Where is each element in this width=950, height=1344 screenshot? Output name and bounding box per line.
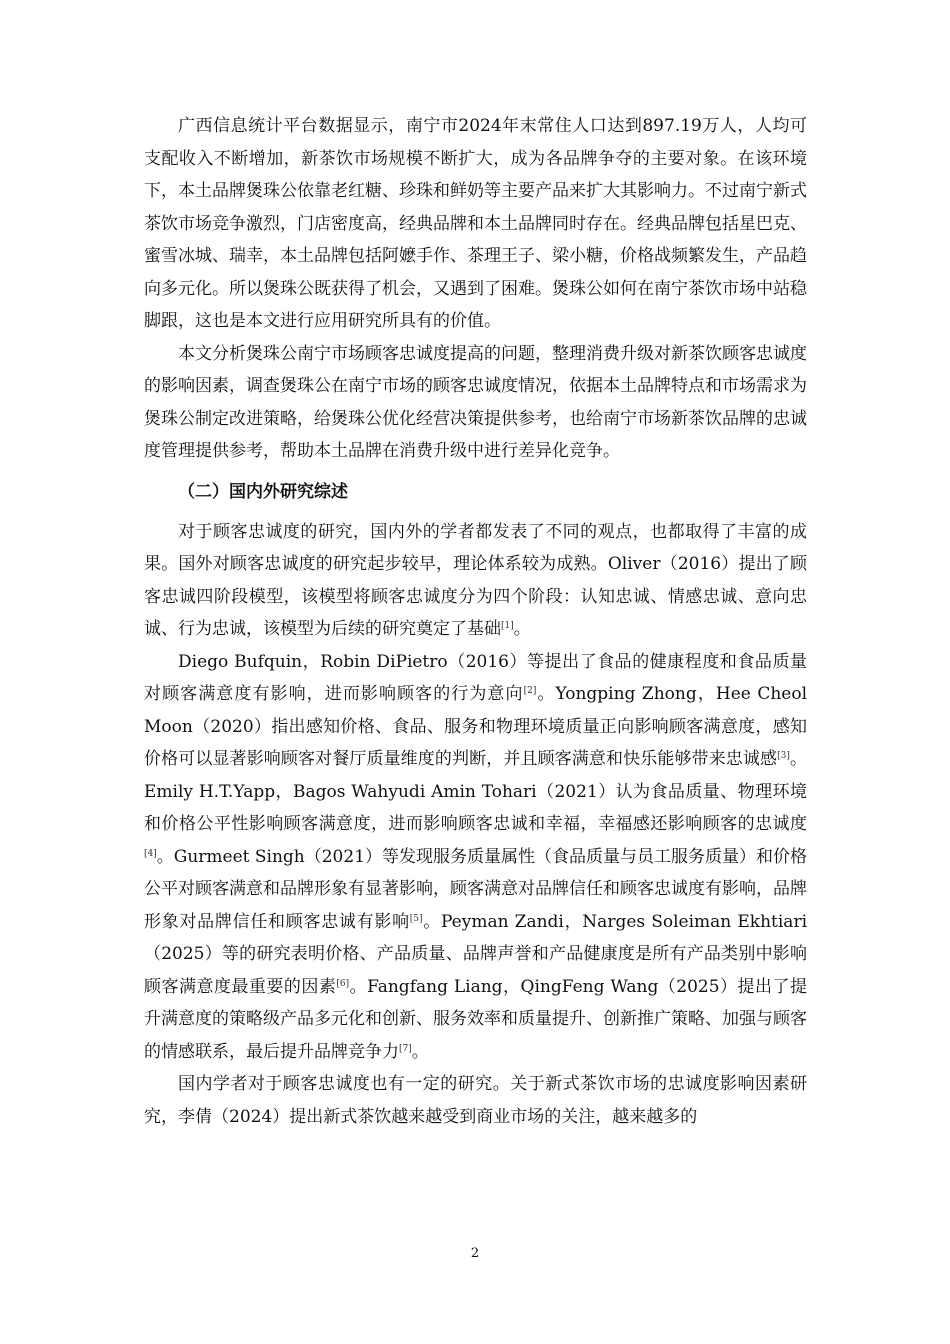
- sentence: 。Yongping Zhong，Hee Cheol Moon（2020）指出感知价格、食品、服务和物理环境质量正向影响顾客满意度，感知价格可以显著影响顾客对餐厅质量维度的判断，并且顾客满意和快乐能够带来忠诚感: [144, 684, 808, 769]
- sentence: 。Fangfang Liang，QingFeng Wang（2025）提出了提升满意度的策略级产品多元化和创新、服务效率和质量提升、创新推广策略、加强与顾客的情感联系，最后提升品牌竞争力: [144, 976, 807, 1062]
- sentence: 。Gurmeet Singh（2021）等发现服务质量属性（食品质量与员工服务质量）和价格公平对顾客满意和品牌形象有显著影响，顾客满意对品牌信任和顾客忠诚度有影响，品牌形象对品牌信任和顾客忠诚有影响: [144, 846, 808, 932]
- paragraph-domestic-studies: 国内学者对于顾客忠诚度也有一定的研究。关于新式茶饮市场的忠诚度影响因素研究，李倩（2024）提出新式茶饮越来越受到商业市场的关注，越来越多的: [144, 1074, 807, 1127]
- paragraph-purpose: 本文分析煲珠公南宁市场顾客忠诚度提高的问题，整理消费升级对新茶饮顾客忠诚度的影响因素，调查煲珠公在南宁市场的顾客忠诚度情况，依据本土品牌特点和市场需求为煲珠公制定改进策略，给煲珠公优化经营决策提供参考，也给南宁市场新茶饮品牌的忠诚度管理提供参考，帮助本土品牌在消费升级中进行差异化竞争。: [144, 343, 807, 461]
- citation-ref: [2]: [523, 686, 537, 696]
- section-heading: （二）国内外研究综述: [178, 481, 348, 502]
- citation-ref: [7]: [399, 1043, 412, 1054]
- paragraph-background: 广西信息统计平台数据显示，南宁市2024年末常住人口达到897.19万人，人均可支配收入不断增加，新茶饮市场规模不断扩大，成为各品牌争夺的主要对象。在该环境下，本土品牌煲珠公依靠老红糖、珍珠和鲜奶等主要产品来扩大其影响力。不过南宁新式茶饮市场竞争激烈，门店密度高，经典品牌和本土品牌同时存在。经典品牌包括星巴克、蜜雪冰城、瑞幸，本土品牌包括阿嬷手作、茶理王子、梁小糖，价格战频繁发生，产品趋向多元化。所以煲珠公既获得了机会，又遇到了困难。煲珠公如何在南宁茶饮市场中站稳脚跟，这也是本文进行应用研究所具有的价值。: [144, 116, 807, 331]
- sentence: 。Peyman Zandi，Narges Soleiman Ekhtiari（2025）等的研究表明价格、产品质量、品牌声誉和产品健康度是所有产品类别中影响顾客满意度最重要的因素: [144, 911, 808, 997]
- sentence: 。: [411, 1041, 429, 1062]
- citation-ref: [4]: [144, 848, 157, 859]
- paragraph-foreign-studies: [144, 646, 807, 1069]
- citation-ref: [1]: [501, 621, 514, 631]
- sentence: Diego Bufquin，Robin DiPietro（2016）等提出了食品的健康程度和食品质量对顾客满意度有影响，进而影响顾客的行为意向: [144, 651, 807, 704]
- page-number: 2: [470, 1246, 480, 1261]
- review-intro-text: 对于顾客忠诚度的研究，国内外的学者都发表了不同的观点，也都取得了丰富的成果。国外对顾客忠诚度的研究起步较早，理论体系较为成熟。Oliver（2016）提出了顾客忠诚四阶段模型，该模型将顾客忠诚度分为四个阶段：认知忠诚、情感忠诚、意向忠诚、行为忠诚，该模型为后续的研究奠定了基础: [144, 521, 807, 639]
- review-intro-end: 。: [513, 619, 531, 639]
- citation-ref: [6]: [336, 978, 350, 989]
- paragraph-review-intro: [144, 516, 807, 646]
- sentence: 。Emily H.T.Yapp，Bagos Wahyudi Amin Tohari（2021）认为食品质量、物理环境和价格公平性影响顾客满意度，进而影响顾客忠诚和幸福，幸福感还影响顾客的忠诚度: [144, 749, 808, 834]
- document-body: [144, 110, 807, 1133]
- citation-ref: [3]: [777, 751, 790, 761]
- citation-ref: [5]: [409, 913, 423, 924]
